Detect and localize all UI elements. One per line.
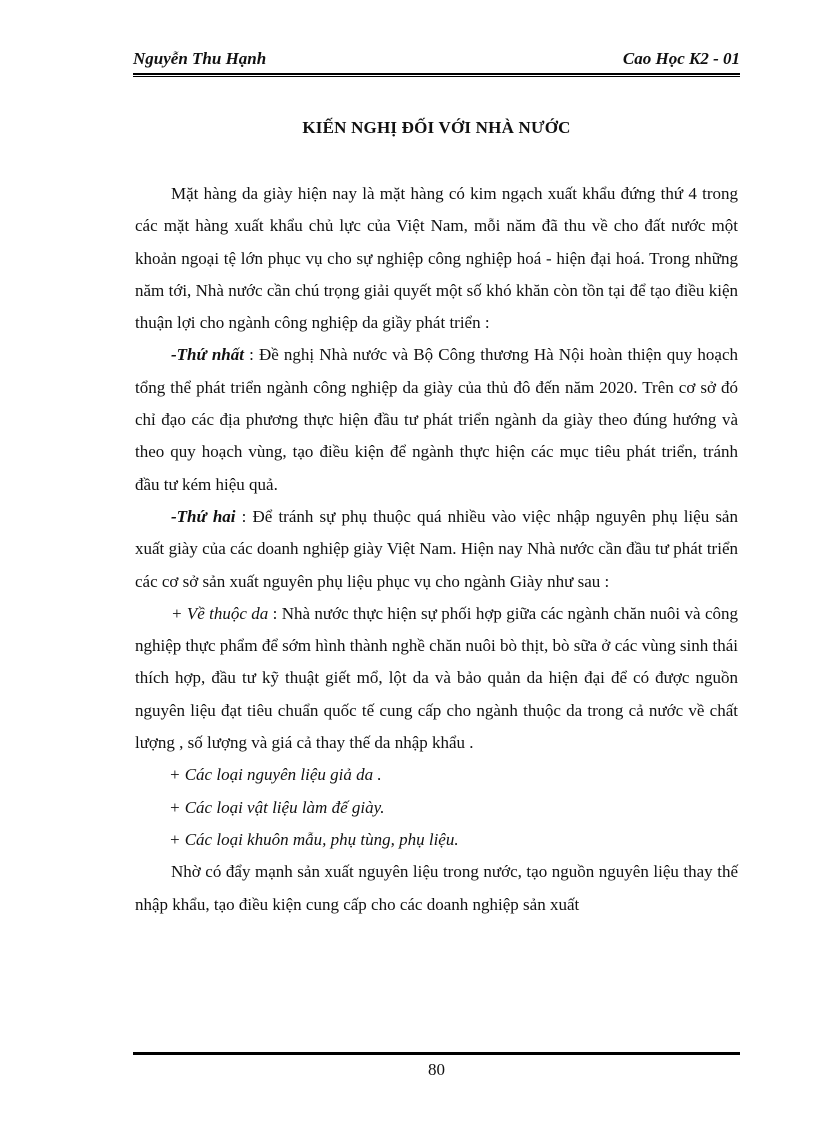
second-point-lead: -Thứ hai — [171, 506, 236, 526]
footer-rule — [133, 1052, 740, 1055]
leather-lead: + Về thuộc da — [171, 603, 269, 623]
header-author: Nguyễn Thu Hạnh — [133, 49, 267, 68]
leather-text: : Nhà nước thực hiện sự phối hợp giữa các ngành chăn nuôi và công nghiệp thực phẩm để sớm hình thành nghề chăn nuôi bò thịt, bò sữa ở các vùng sinh thái thích hợp, đầu tư kỹ thuật giết mổ, lột da và bảo quản da hiện đại để có được nguồn nguyên liệu đạt tiêu chuẩn quốc tế cung cấp cho ngành thuộc da trong cả nước về chất lượng , số lượng và giá cả thay thế da nhập khẩu . — [135, 603, 738, 753]
second-point-text: : Để tránh sự phụ thuộc quá nhiều vào việc nhập nguyên phụ liệu sản xuất giày của các doanh nghiệp giày Việt Nam. Hiện nay Nhà nước cần đầu tư phát triển các cơ sở sản xuất nguyên phụ liệu phục vụ cho ngành Giày như sau : — [135, 506, 738, 591]
header-rule — [133, 73, 740, 77]
page-number: 80 — [428, 1060, 445, 1079]
first-point-text: : Đề nghị Nhà nước và Bộ Công thương Hà Nội hoàn thiện quy hoạch tổng thể phát triển ngành công nghiệp da giày của thủ đô đến năm 2020. Trên cơ sở đó chỉ đạo các địa phương thực hiện đầu tư phát triển ngành da giày theo đúng hướng và theo quy hoạch vùng, tạo điều kiện để ngành thực hiện các mục tiêu phát triển, tránh đầu tư kém hiệu quả. — [135, 345, 738, 494]
list-item: + Các loại khuôn mẫu, phụ tùng, phụ liệu. — [169, 829, 459, 849]
list-item: + Các loại vật liệu làm đế giày. — [169, 797, 385, 817]
list-item: + Các loại nguyên liệu giả da . — [169, 765, 382, 785]
header-course: Cao Học K2 - 01 — [622, 49, 740, 68]
closing-paragraph: Nhờ có đẩy mạnh sản xuất nguyên liệu trong nước, tạo nguồn nguyên liệu thay thế nhập khẩu, tạo điều kiện cung cấp cho các doanh nghiệp sản xuất — [135, 862, 738, 914]
leather-paragraph — [135, 598, 738, 759]
first-point-paragraph — [135, 339, 738, 500]
intro-paragraph: Mặt hàng da giày hiện nay là mặt hàng có kim ngạch xuất khẩu đứng thứ 4 trong các mặt hàng xuất khẩu chủ lực của Việt Nam, mỗi năm đã thu về cho đất nước một khoản ngoại tệ lớn phục vụ cho sự nghiệp công nghiệp hoá - hiện đại hoá. Trong những năm tới, Nhà nước cần chú trọng giải quyết một số khó khăn còn tồn tại để tạo điều kiện thuận lợi cho ngành công nghiệp da giầy phát triển : — [135, 184, 738, 333]
second-point-paragraph — [135, 501, 738, 598]
section-title: KIẾN NGHỊ ĐỐI VỚI NHÀ NƯỚC — [302, 118, 571, 137]
first-point-lead: -Thứ nhất — [171, 345, 244, 365]
document-body — [135, 178, 738, 921]
page-header — [133, 49, 740, 71]
